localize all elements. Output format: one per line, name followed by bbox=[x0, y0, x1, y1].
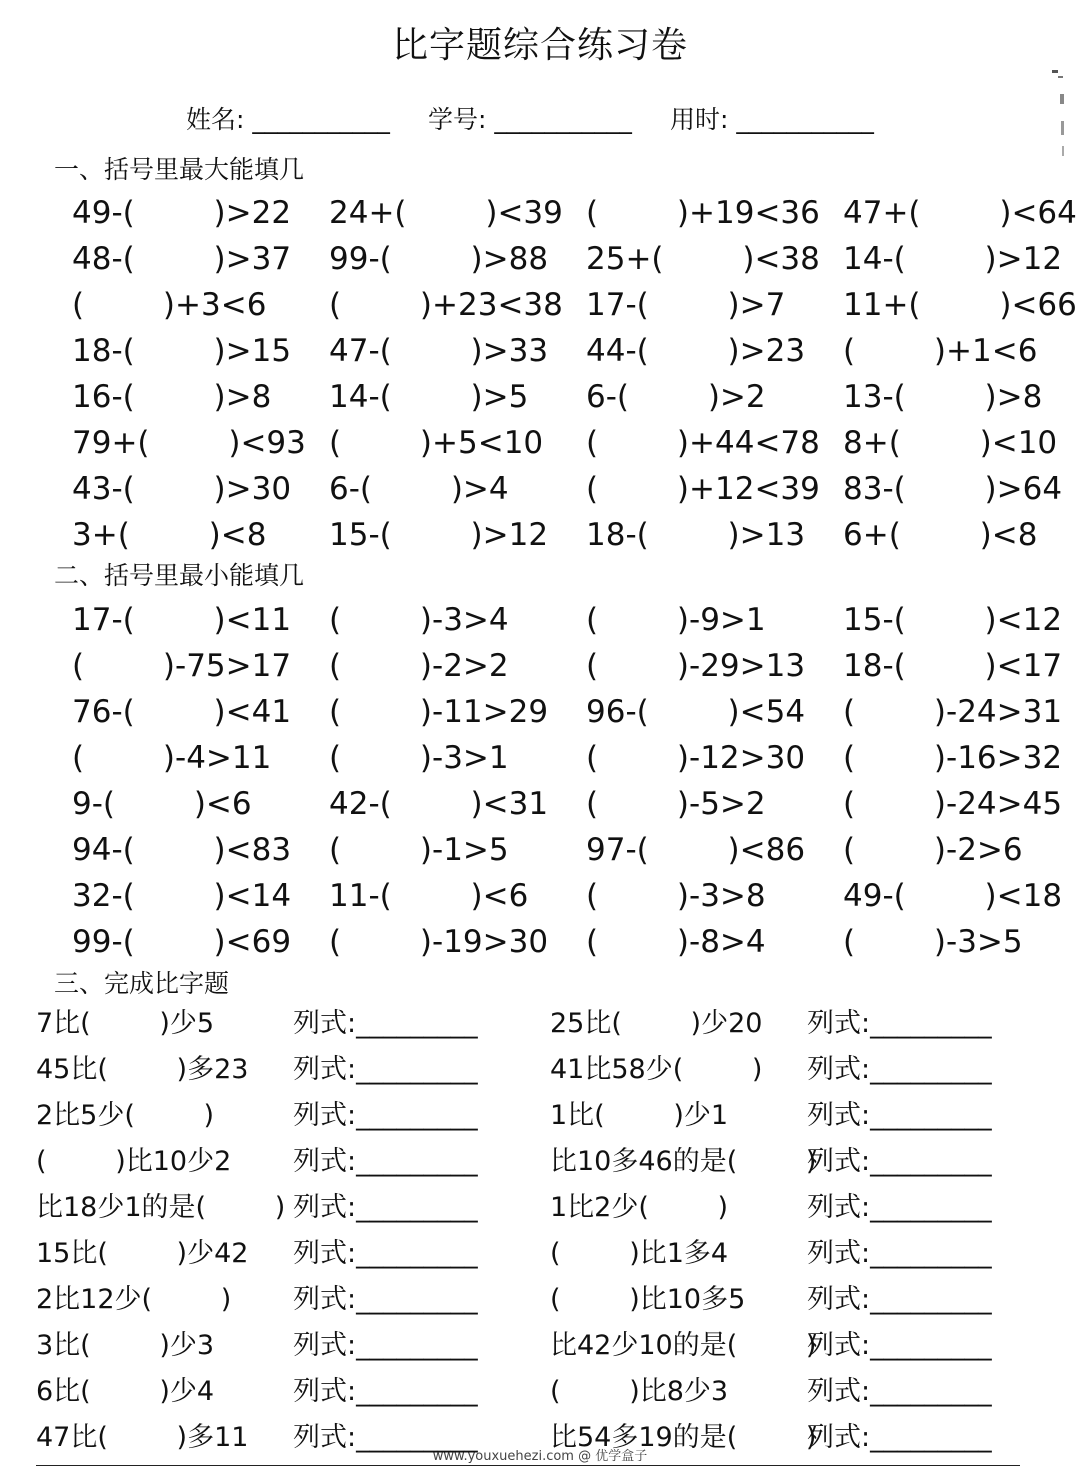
max-fill-problem: ( )+1<6 bbox=[843, 333, 1038, 369]
max-fill-problem: 17-( )>7 bbox=[586, 287, 786, 323]
name-field: 姓名: ___________ bbox=[186, 105, 390, 134]
formula-blank[interactable]: 列式:_________ bbox=[807, 1008, 992, 1039]
word-problem-row bbox=[0, 1047, 1040, 1093]
max-fill-problem: 47-( )>33 bbox=[329, 333, 549, 369]
min-fill-problem: ( )-8>4 bbox=[586, 924, 766, 960]
min-fill-row bbox=[72, 689, 1072, 735]
max-fill-problem: 8+( )<10 bbox=[843, 425, 1058, 461]
formula-blank[interactable]: 列式:_________ bbox=[807, 1192, 992, 1223]
min-fill-problem: 97-( )<86 bbox=[586, 832, 806, 868]
max-fill-problem: 18-( )>13 bbox=[586, 517, 806, 553]
min-fill-problem: ( )-3>4 bbox=[329, 602, 509, 638]
min-fill-problem: 11-( )<6 bbox=[329, 878, 529, 914]
min-fill-problem: ( )-19>30 bbox=[329, 924, 549, 960]
min-fill-problem: 76-( )<41 bbox=[72, 694, 292, 730]
max-fill-row bbox=[72, 236, 1072, 282]
min-fill-problem: 9-( )<6 bbox=[72, 786, 252, 822]
formula-blank[interactable]: 列式:_________ bbox=[807, 1146, 992, 1177]
word-problem: ( )比1多4 bbox=[550, 1238, 729, 1269]
formula-blank[interactable]: 列式:_________ bbox=[293, 1192, 478, 1223]
page-edge-mark bbox=[1050, 66, 1066, 166]
word-problem: 比10多46的是( ) bbox=[550, 1146, 817, 1177]
word-problem: 3比( )少3 bbox=[36, 1330, 215, 1361]
formula-blank[interactable]: 列式:_________ bbox=[807, 1100, 992, 1131]
word-problem-row bbox=[0, 1001, 1040, 1047]
min-fill-problem: ( )-1>5 bbox=[329, 832, 509, 868]
max-fill-problem: ( )+19<36 bbox=[586, 195, 820, 231]
max-fill-row bbox=[72, 466, 1072, 512]
watermark: www.youxuehezi.com @ 优学盒子 bbox=[432, 1449, 648, 1464]
max-fill-problem: 44-( )>23 bbox=[586, 333, 806, 369]
max-fill-problem: ( )+44<78 bbox=[586, 425, 820, 461]
max-fill-problem: 79+( )<93 bbox=[72, 425, 306, 461]
formula-blank[interactable]: 列式:_________ bbox=[807, 1422, 992, 1453]
page-title: 比字题综合练习卷 bbox=[391, 25, 688, 66]
max-fill-problem: 25+( )<38 bbox=[586, 241, 820, 277]
max-fill-problem: 3+( )<8 bbox=[72, 517, 267, 553]
formula-blank[interactable]: 列式:_________ bbox=[807, 1054, 992, 1085]
min-fill-row bbox=[72, 781, 1072, 827]
formula-blank[interactable]: 列式:_________ bbox=[807, 1284, 992, 1315]
max-fill-row bbox=[72, 190, 1077, 236]
min-fill-problem: ( )-12>30 bbox=[586, 740, 806, 776]
word-problem: 比18少1的是( ) bbox=[36, 1192, 286, 1223]
max-fill-row bbox=[72, 282, 1077, 328]
word-problem-row bbox=[0, 1231, 1040, 1277]
word-problem-row bbox=[0, 1369, 1040, 1415]
min-fill-row bbox=[72, 643, 1072, 689]
max-fill-problem: 11+( )<66 bbox=[843, 287, 1077, 323]
word-problem: 1比( )少1 bbox=[550, 1100, 729, 1131]
max-fill-problem: 99-( )>88 bbox=[329, 241, 549, 277]
word-problem: 比54多19的是( ) bbox=[550, 1422, 817, 1453]
min-fill-problem: 15-( )<12 bbox=[843, 602, 1063, 638]
max-fill-problem: 6-( )>2 bbox=[586, 379, 766, 415]
max-fill-problem: ( )+12<39 bbox=[586, 471, 820, 507]
min-fill-row bbox=[72, 919, 1072, 965]
min-fill-problem: ( )-24>31 bbox=[843, 694, 1063, 730]
max-fill-problem: 43-( )>30 bbox=[72, 471, 292, 507]
min-fill-row bbox=[72, 827, 1072, 873]
max-fill-problem: 14-( )>12 bbox=[843, 241, 1063, 277]
min-fill-problem: ( )-75>17 bbox=[72, 648, 292, 684]
min-fill-problem: 18-( )<17 bbox=[843, 648, 1063, 684]
formula-blank[interactable]: 列式:_________ bbox=[293, 1284, 478, 1315]
word-problem: ( )比10多5 bbox=[550, 1284, 746, 1315]
max-fill-row bbox=[72, 328, 1072, 374]
min-fill-problem: ( )-5>2 bbox=[586, 786, 766, 822]
footer-divider bbox=[36, 1465, 1020, 1466]
formula-blank[interactable]: 列式:_________ bbox=[293, 1330, 478, 1361]
max-fill-problem: 24+( )<39 bbox=[329, 195, 563, 231]
min-fill-problem: ( )-16>32 bbox=[843, 740, 1063, 776]
max-fill-row bbox=[72, 512, 1072, 558]
formula-blank[interactable]: 列式:_________ bbox=[293, 1054, 478, 1085]
max-fill-problem: 83-( )>64 bbox=[843, 471, 1063, 507]
max-fill-row bbox=[72, 420, 1072, 466]
max-fill-problem: 6+( )<8 bbox=[843, 517, 1038, 553]
min-fill-row bbox=[72, 735, 1072, 781]
max-fill-problem: 13-( )>8 bbox=[843, 379, 1043, 415]
min-fill-problem: 49-( )<18 bbox=[843, 878, 1063, 914]
max-fill-problem: 16-( )>8 bbox=[72, 379, 272, 415]
word-problem: 15比( )少42 bbox=[36, 1238, 249, 1269]
word-problem: 比42少10的是( ) bbox=[550, 1330, 817, 1361]
word-problem-row bbox=[0, 1093, 1040, 1139]
min-fill-problem: 94-( )<83 bbox=[72, 832, 292, 868]
word-problem: 2比5少( ) bbox=[36, 1100, 215, 1131]
word-problem: 1比2少( ) bbox=[550, 1192, 729, 1223]
min-fill-problem: ( )-3>1 bbox=[329, 740, 509, 776]
word-problem: 7比( )少5 bbox=[36, 1008, 215, 1039]
formula-blank[interactable]: 列式:_________ bbox=[807, 1376, 992, 1407]
min-fill-problem: 42-( )<31 bbox=[329, 786, 549, 822]
formula-blank[interactable]: 列式:_________ bbox=[293, 1146, 478, 1177]
max-fill-problem: 49-( )>22 bbox=[72, 195, 292, 231]
word-problem-row bbox=[0, 1185, 1040, 1231]
word-problem: ( )比8少3 bbox=[550, 1376, 729, 1407]
max-fill-problem: 6-( )>4 bbox=[329, 471, 509, 507]
word-problem: 47比( )多11 bbox=[36, 1422, 249, 1453]
max-fill-problem: 14-( )>5 bbox=[329, 379, 529, 415]
min-fill-problem: ( )-11>29 bbox=[329, 694, 549, 730]
word-problem: 2比12少( ) bbox=[36, 1284, 232, 1315]
min-fill-problem: 96-( )<54 bbox=[586, 694, 806, 730]
max-fill-problem: 47+( )<64 bbox=[843, 195, 1077, 231]
student-id-field: 学号: ___________ bbox=[428, 105, 632, 134]
word-problem: 45比( )多23 bbox=[36, 1054, 249, 1085]
word-problem-row bbox=[0, 1139, 1040, 1185]
section1-title: 一、括号里最大能填几 bbox=[54, 155, 305, 184]
min-fill-problem: ( )-2>2 bbox=[329, 648, 509, 684]
min-fill-problem: ( )-3>8 bbox=[586, 878, 766, 914]
min-fill-problem: ( )-9>1 bbox=[586, 602, 766, 638]
min-fill-problem: 32-( )<14 bbox=[72, 878, 292, 914]
max-fill-problem: ( )+5<10 bbox=[329, 425, 544, 461]
max-fill-problem: 18-( )>15 bbox=[72, 333, 292, 369]
min-fill-problem: 17-( )<11 bbox=[72, 602, 292, 638]
min-fill-problem: ( )-4>11 bbox=[72, 740, 272, 776]
min-fill-problem: ( )-3>5 bbox=[843, 924, 1023, 960]
formula-blank[interactable]: 列式:_________ bbox=[807, 1330, 992, 1361]
word-problem-row bbox=[0, 1323, 1040, 1369]
time-field: 用时: ___________ bbox=[670, 105, 874, 134]
max-fill-problem: ( )+3<6 bbox=[72, 287, 267, 323]
formula-blank[interactable]: 列式:_________ bbox=[807, 1238, 992, 1269]
section2-title: 二、括号里最小能填几 bbox=[54, 561, 305, 590]
max-fill-problem: 15-( )>12 bbox=[329, 517, 549, 553]
word-problem: 6比( )少4 bbox=[36, 1376, 215, 1407]
max-fill-problem: 48-( )>37 bbox=[72, 241, 292, 277]
min-fill-row bbox=[72, 873, 1072, 919]
min-fill-row bbox=[72, 597, 1072, 643]
min-fill-problem: 99-( )<69 bbox=[72, 924, 292, 960]
formula-blank[interactable]: 列式:_________ bbox=[293, 1422, 478, 1453]
word-problem: 25比( )少20 bbox=[550, 1008, 763, 1039]
max-fill-problem: ( )+23<38 bbox=[329, 287, 563, 323]
formula-blank[interactable]: 列式:_________ bbox=[293, 1100, 478, 1131]
formula-blank[interactable]: 列式:_________ bbox=[293, 1008, 478, 1039]
min-fill-problem: ( )-29>13 bbox=[586, 648, 806, 684]
min-fill-problem: ( )-2>6 bbox=[843, 832, 1023, 868]
section3-title: 三、完成比字题 bbox=[54, 969, 230, 998]
max-fill-row bbox=[72, 374, 1072, 420]
word-problem-row bbox=[0, 1277, 1040, 1323]
formula-blank[interactable]: 列式:_________ bbox=[293, 1238, 478, 1269]
word-problem: 41比58少( ) bbox=[550, 1054, 763, 1085]
formula-blank[interactable]: 列式:_________ bbox=[293, 1376, 478, 1407]
word-problem: ( )比10少2 bbox=[36, 1146, 232, 1177]
min-fill-problem: ( )-24>45 bbox=[843, 786, 1063, 822]
